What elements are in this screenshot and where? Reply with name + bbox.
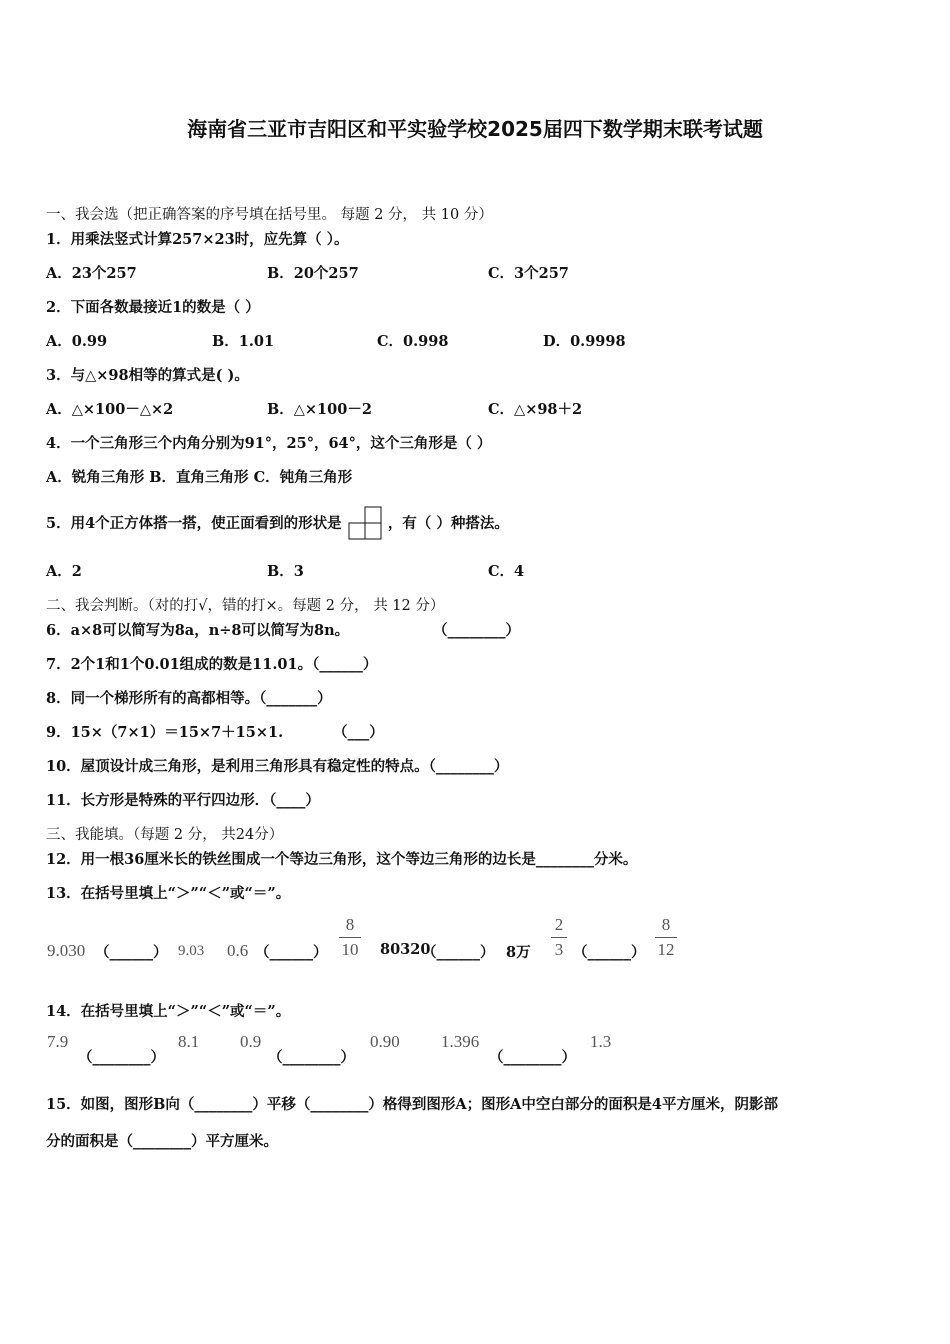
q13-p1-left: 9.030 bbox=[47, 941, 86, 960]
cube-front-view-figure bbox=[347, 506, 383, 542]
q4-options: A．锐角三角形 B．直角三角形 C．钝角三角形 bbox=[46, 469, 353, 486]
q14-p2-left: 0.9 bbox=[240, 1032, 262, 1051]
fraction-bar bbox=[655, 937, 677, 938]
q14-p3-right: 1.3 bbox=[590, 1032, 612, 1051]
fraction-denominator: 3 bbox=[554, 940, 564, 959]
section2-header: 二、我会判断。（对的打√，错的打×。每题 2 分， 共 12 分） bbox=[46, 598, 445, 614]
q13-p4-blank[interactable]: （______） bbox=[573, 944, 646, 961]
fraction-numerator: 8 bbox=[661, 915, 671, 934]
q2-option-d: D．0.9998 bbox=[543, 333, 626, 350]
fraction-bar bbox=[339, 937, 361, 938]
question-11: 11．长方形是特殊的平行四边形．（____） bbox=[46, 792, 320, 809]
question-6: 6．a×8可以简写为8a，n÷8可以简写为8n。 bbox=[46, 622, 350, 639]
q14-p1-left: 7.9 bbox=[47, 1032, 69, 1051]
question-12: 12．用一根36厘米长的铁丝围成一个等边三角形，这个等边三角形的边长是________分米。 bbox=[46, 851, 638, 868]
q2-option-c: C．0.998 bbox=[377, 333, 449, 350]
q14-p1-blank[interactable]: （________） bbox=[78, 1049, 165, 1066]
page-title: 海南省三亚市吉阳区和平实验学校2025届四下数学期末联考试题 bbox=[187, 117, 763, 141]
q3-option-b: B．△×100－2 bbox=[267, 401, 372, 418]
question-1: 1．用乘法竖式计算257×23时，应先算（ ）。 bbox=[46, 231, 349, 248]
q5-option-c: C．4 bbox=[488, 563, 525, 580]
question-14: 14．在括号里填上“＞”“＜”或“＝”。 bbox=[46, 1003, 291, 1020]
q5-option-b: B．3 bbox=[267, 563, 304, 580]
q13-p2-right-fraction bbox=[339, 915, 361, 960]
q13-p1-right: 9.03 bbox=[178, 943, 205, 959]
q1-option-c: C．3个257 bbox=[488, 265, 569, 282]
q5-text-before: 5．用4个正方体搭一搭，使正面看到的形状是 bbox=[46, 515, 342, 532]
q2-option-b: B．1.01 bbox=[212, 333, 275, 350]
question-5 bbox=[46, 506, 509, 542]
question-15-line1: 15．如图，图形B向（________）平移（________）格得到图形A；图形A中空白部分的面积是4平方厘米，阴影部 bbox=[46, 1096, 779, 1113]
fraction-denominator: 12 bbox=[657, 940, 675, 959]
q13-p3-blank[interactable]: （______） bbox=[422, 944, 495, 961]
q5-option-a: A．2 bbox=[46, 563, 82, 580]
q3-option-a: A．△×100－△×2 bbox=[46, 401, 174, 418]
q2-option-a: A．0.99 bbox=[46, 333, 108, 350]
q14-p3-left: 1.396 bbox=[441, 1032, 480, 1051]
q13-p3-right: 8万 bbox=[506, 944, 531, 961]
q13-p1-blank[interactable]: （______） bbox=[95, 944, 168, 961]
question-10: 10．屋顶设计成三角形，是利用三角形具有稳定性的特点。（________） bbox=[46, 758, 509, 775]
fraction-denominator: 10 bbox=[341, 940, 359, 959]
question-4: 4．一个三角形三个内角分别为91°，25°，64°，这个三角形是（ ） bbox=[46, 435, 492, 452]
q14-p3-blank[interactable]: （________） bbox=[489, 1049, 576, 1066]
fraction-numerator: 2 bbox=[554, 915, 564, 934]
q9-answer-blank[interactable]: （___） bbox=[333, 724, 384, 741]
question-8: 8．同一个梯形所有的高都相等。（_______） bbox=[46, 690, 332, 707]
question-2: 2．下面各数最接近1的数是（ ） bbox=[46, 299, 260, 316]
question-15-line2: 分的面积是（________）平方厘米。 bbox=[46, 1133, 278, 1150]
q13-p4-right-fraction bbox=[655, 915, 677, 960]
q1-option-a: A．23个257 bbox=[46, 265, 137, 282]
question-7: 7．2个1和1个0.01组成的数是11.01。（______） bbox=[46, 656, 378, 673]
q14-p2-right: 0.90 bbox=[370, 1032, 400, 1051]
fraction-numerator: 8 bbox=[345, 915, 355, 934]
q14-p2-blank[interactable]: （________） bbox=[268, 1049, 355, 1066]
question-13: 13．在括号里填上“＞”“＜”或“＝”。 bbox=[46, 885, 291, 902]
section1-header: 一、我会选（把正确答案的序号填在括号里。 每题 2 分， 共 10 分） bbox=[46, 207, 493, 223]
q13-p2-left: 0.6 bbox=[227, 941, 249, 960]
fraction-bar bbox=[551, 937, 567, 938]
section3-header: 三、我能填。（每题 2 分， 共24分） bbox=[46, 827, 284, 843]
q13-p4-left-fraction bbox=[551, 915, 567, 960]
q13-p3-left: 80320 bbox=[380, 941, 431, 958]
q1-option-b: B．20个257 bbox=[267, 265, 359, 282]
q13-p2-blank[interactable]: （______） bbox=[255, 944, 328, 961]
question-9: 9．15×（7×1）＝15×7＋15×1. bbox=[46, 724, 284, 741]
q6-answer-blank[interactable]: （________） bbox=[433, 622, 520, 639]
q14-p1-right: 8.1 bbox=[178, 1032, 200, 1051]
q3-option-c: C．△×98＋2 bbox=[488, 401, 583, 418]
question-3: 3．与△×98相等的算式是( )。 bbox=[46, 367, 249, 384]
q5-text-after: ，有（ ）种搭法。 bbox=[387, 515, 509, 532]
